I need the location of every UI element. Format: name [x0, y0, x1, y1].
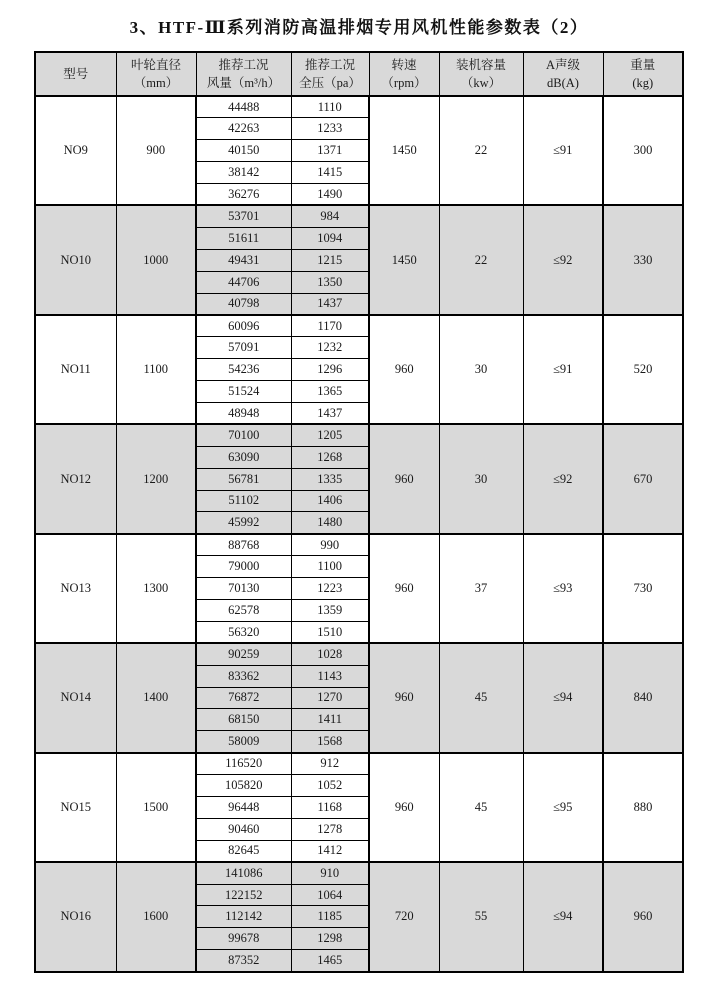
diameter-cell: 900 [116, 96, 196, 205]
pressure-cell: 1415 [291, 162, 369, 184]
col-header-pressure-line: 全压（pa） [299, 76, 361, 90]
data-row-no13-1 [35, 534, 683, 556]
noise-cell: ≤94 [523, 643, 603, 752]
diameter-cell: 1500 [116, 753, 196, 862]
col-header-speed-line: （rpm） [381, 76, 427, 90]
flow-cell: 76872 [196, 687, 291, 709]
pressure-cell: 1052 [291, 775, 369, 797]
pressure-cell: 1412 [291, 840, 369, 862]
speed-cell: 960 [369, 534, 439, 643]
pressure-cell: 1480 [291, 512, 369, 534]
noise-cell: ≤94 [523, 862, 603, 971]
flow-cell: 90259 [196, 643, 291, 665]
col-header-power [439, 52, 523, 96]
flow-cell: 49431 [196, 249, 291, 271]
header-row [35, 52, 683, 96]
flow-cell: 96448 [196, 797, 291, 819]
pressure-cell: 1359 [291, 599, 369, 621]
pressure-cell: 1028 [291, 643, 369, 665]
flow-cell: 60096 [196, 315, 291, 337]
weight-cell: 300 [603, 96, 683, 205]
flow-cell: 40798 [196, 293, 291, 315]
flow-cell: 40150 [196, 140, 291, 162]
flow-cell: 36276 [196, 184, 291, 206]
table-body [35, 96, 683, 972]
noise-cell: ≤91 [523, 315, 603, 424]
power-cell: 37 [439, 534, 523, 643]
power-cell: 45 [439, 643, 523, 752]
flow-cell: 45992 [196, 512, 291, 534]
flow-cell: 51524 [196, 381, 291, 403]
noise-cell: ≤95 [523, 753, 603, 862]
pressure-cell: 1168 [291, 797, 369, 819]
pressure-cell: 1371 [291, 140, 369, 162]
model-cell: NO12 [35, 424, 116, 533]
power-cell: 45 [439, 753, 523, 862]
noise-cell: ≤91 [523, 96, 603, 205]
pressure-cell: 1232 [291, 337, 369, 359]
flow-cell: 112142 [196, 906, 291, 928]
speed-cell: 960 [369, 643, 439, 752]
pressure-cell: 1270 [291, 687, 369, 709]
speed-cell: 1450 [369, 205, 439, 314]
flow-cell: 105820 [196, 775, 291, 797]
pressure-cell: 1233 [291, 118, 369, 140]
flow-cell: 99678 [196, 928, 291, 950]
col-header-flow-line: 推荐工况 [218, 57, 269, 72]
flow-cell: 58009 [196, 731, 291, 753]
data-row-no15-1 [35, 753, 683, 775]
speed-cell: 960 [369, 753, 439, 862]
model-cell: NO11 [35, 315, 116, 424]
model-cell: NO10 [35, 205, 116, 314]
flow-cell: 83362 [196, 665, 291, 687]
col-header-model [35, 52, 116, 96]
flow-cell: 87352 [196, 950, 291, 972]
flow-cell: 70130 [196, 578, 291, 600]
pressure-cell: 912 [291, 753, 369, 775]
speed-cell: 960 [369, 315, 439, 424]
fan-parameters-table [34, 51, 684, 973]
pressure-cell: 990 [291, 534, 369, 556]
model-cell: NO9 [35, 96, 116, 205]
weight-cell: 960 [603, 862, 683, 971]
pressure-cell: 984 [291, 205, 369, 227]
col-header-noise [523, 52, 603, 96]
data-row-no14-1 [35, 643, 683, 665]
flow-cell: 54236 [196, 359, 291, 381]
noise-cell: ≤93 [523, 534, 603, 643]
flow-cell: 57091 [196, 337, 291, 359]
pressure-cell: 1185 [291, 906, 369, 928]
weight-cell: 880 [603, 753, 683, 862]
col-header-weight [603, 52, 683, 96]
flow-cell: 38142 [196, 162, 291, 184]
pressure-cell: 1465 [291, 950, 369, 972]
pressure-cell: 1064 [291, 884, 369, 906]
diameter-cell: 1000 [116, 205, 196, 314]
pressure-cell: 1278 [291, 818, 369, 840]
pressure-cell: 1406 [291, 490, 369, 512]
flow-cell: 48948 [196, 402, 291, 424]
col-header-speed-line: 转速 [391, 57, 417, 72]
pressure-cell: 1365 [291, 381, 369, 403]
diameter-cell: 1400 [116, 643, 196, 752]
model-cell: NO14 [35, 643, 116, 752]
model-cell: NO15 [35, 753, 116, 862]
weight-cell: 520 [603, 315, 683, 424]
data-row-no12-1 [35, 424, 683, 446]
weight-cell: 670 [603, 424, 683, 533]
data-row-no9-1 [35, 96, 683, 118]
diameter-cell: 1600 [116, 862, 196, 971]
pressure-cell: 1268 [291, 446, 369, 468]
col-header-diameter [116, 52, 196, 96]
col-header-pressure [291, 52, 369, 96]
col-header-weight-line: (kg) [632, 76, 654, 90]
col-header-speed [369, 52, 439, 96]
pressure-cell: 1510 [291, 621, 369, 643]
flow-cell: 62578 [196, 599, 291, 621]
col-header-model-line: 型号 [63, 66, 89, 81]
flow-cell: 79000 [196, 556, 291, 578]
pressure-cell: 1437 [291, 293, 369, 315]
col-header-noise-line: A声级 [545, 57, 581, 72]
flow-cell: 82645 [196, 840, 291, 862]
speed-cell: 960 [369, 424, 439, 533]
pressure-cell: 1335 [291, 468, 369, 490]
pressure-cell: 1100 [291, 556, 369, 578]
pressure-cell: 1143 [291, 665, 369, 687]
col-header-diameter-line: 叶轮直径 [130, 57, 181, 72]
weight-cell: 730 [603, 534, 683, 643]
power-cell: 30 [439, 424, 523, 533]
noise-cell: ≤92 [523, 424, 603, 533]
noise-cell: ≤92 [523, 205, 603, 314]
pressure-cell: 1205 [291, 424, 369, 446]
speed-cell: 1450 [369, 96, 439, 205]
power-cell: 22 [439, 205, 523, 314]
model-cell: NO13 [35, 534, 116, 643]
pressure-cell: 1411 [291, 709, 369, 731]
power-cell: 30 [439, 315, 523, 424]
flow-cell: 122152 [196, 884, 291, 906]
pressure-cell: 910 [291, 862, 369, 884]
flow-cell: 42263 [196, 118, 291, 140]
pressure-cell: 1490 [291, 184, 369, 206]
flow-cell: 51611 [196, 227, 291, 249]
pressure-cell: 1110 [291, 96, 369, 118]
col-header-noise-line: dB(A) [547, 76, 579, 90]
diameter-cell: 1100 [116, 315, 196, 424]
flow-cell: 116520 [196, 753, 291, 775]
diameter-cell: 1300 [116, 534, 196, 643]
data-row-no16-1 [35, 862, 683, 884]
flow-cell: 68150 [196, 709, 291, 731]
flow-cell: 90460 [196, 818, 291, 840]
col-header-pressure-line: 推荐工况 [304, 57, 355, 72]
weight-cell: 330 [603, 205, 683, 314]
flow-cell: 56320 [196, 621, 291, 643]
pressure-cell: 1298 [291, 928, 369, 950]
diameter-cell: 1200 [116, 424, 196, 533]
col-header-flow-line: 风量（m³/h） [206, 76, 281, 90]
pressure-cell: 1568 [291, 731, 369, 753]
flow-cell: 56781 [196, 468, 291, 490]
page-title: 3、HTF-Ⅲ系列消防高温排烟专用风机性能参数表（2） [129, 18, 589, 37]
pressure-cell: 1437 [291, 402, 369, 424]
flow-cell: 63090 [196, 446, 291, 468]
col-header-weight-line: 重量 [630, 57, 656, 72]
power-cell: 55 [439, 862, 523, 971]
col-header-flow [196, 52, 291, 96]
pressure-cell: 1215 [291, 249, 369, 271]
col-header-power-line: 装机容量 [455, 57, 506, 72]
data-row-no10-1 [35, 205, 683, 227]
power-cell: 22 [439, 96, 523, 205]
flow-cell: 44706 [196, 271, 291, 293]
flow-cell: 141086 [196, 862, 291, 884]
weight-cell: 840 [603, 643, 683, 752]
pressure-cell: 1296 [291, 359, 369, 381]
speed-cell: 720 [369, 862, 439, 971]
pressure-cell: 1170 [291, 315, 369, 337]
flow-cell: 44488 [196, 96, 291, 118]
flow-cell: 51102 [196, 490, 291, 512]
data-row-no11-1 [35, 315, 683, 337]
flow-cell: 70100 [196, 424, 291, 446]
pressure-cell: 1094 [291, 227, 369, 249]
flow-cell: 53701 [196, 205, 291, 227]
col-header-diameter-line: （mm） [133, 76, 179, 90]
col-header-power-line: （kw） [460, 76, 502, 90]
pressure-cell: 1350 [291, 271, 369, 293]
pressure-cell: 1223 [291, 578, 369, 600]
model-cell: NO16 [35, 862, 116, 971]
flow-cell: 88768 [196, 534, 291, 556]
